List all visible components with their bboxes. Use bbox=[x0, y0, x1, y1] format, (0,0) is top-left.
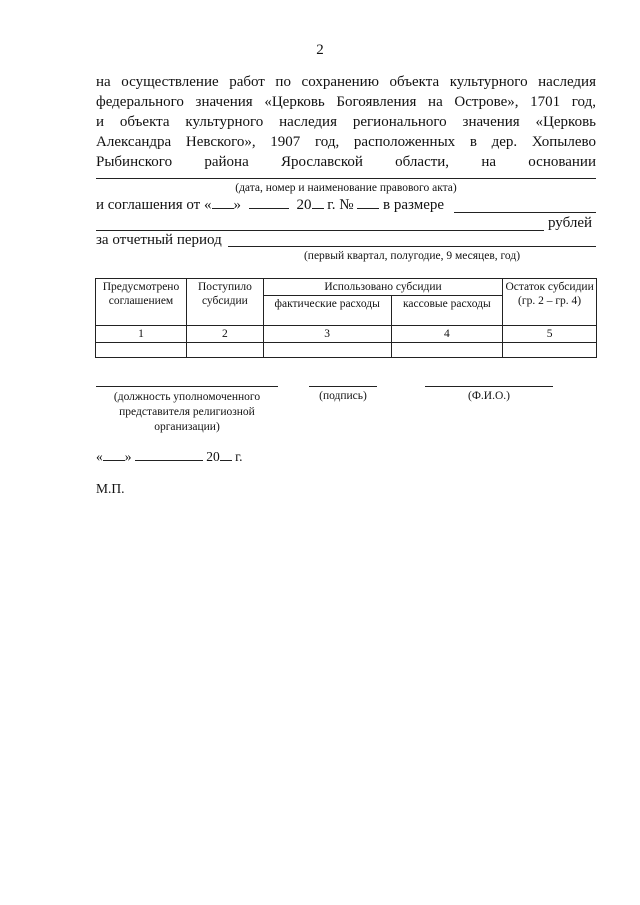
amount-words-field[interactable] bbox=[96, 230, 544, 231]
name-field[interactable] bbox=[425, 386, 553, 387]
name-caption: (Ф.И.О.) bbox=[468, 390, 510, 402]
stamp-place: М.П. bbox=[96, 481, 125, 496]
legal-act-field[interactable] bbox=[96, 178, 596, 179]
paragraph-line: и объекта культурного наследия регионального значения «Церковь bbox=[96, 114, 596, 130]
amount-field[interactable] bbox=[454, 212, 596, 213]
period-field[interactable] bbox=[228, 246, 596, 247]
header-used: Использовано субсидии bbox=[263, 279, 502, 296]
rubles-label: рублей bbox=[548, 215, 593, 231]
column-number: 2 bbox=[186, 326, 263, 343]
agreement-day-field[interactable] bbox=[212, 208, 234, 209]
header-cash: кассовые расходы bbox=[391, 296, 503, 326]
column-number: 3 bbox=[263, 326, 391, 343]
header-provided: Предусмотрено соглашением bbox=[96, 279, 187, 326]
subsidy-table bbox=[95, 278, 597, 358]
date-year-prefix: 20 bbox=[206, 449, 220, 464]
agreement-prefix: и соглашения от « bbox=[96, 197, 212, 213]
paragraph-line: федерального значения «Церковь Богоявления на Острове», 1701 год, bbox=[96, 94, 596, 110]
amount-label: в размере bbox=[383, 197, 445, 213]
header-actual: фактические расходы bbox=[263, 296, 391, 326]
period-caption: (первый квартал, полугодие, 9 месяцев, год) bbox=[303, 250, 521, 262]
paragraph-line: Александра Невского», 1907 год, расположенных в дер. Хопылево bbox=[96, 134, 596, 150]
date-month-field[interactable] bbox=[135, 460, 203, 461]
page-number: 2 bbox=[316, 42, 324, 58]
cell-actual[interactable] bbox=[263, 343, 391, 358]
main-paragraph bbox=[96, 72, 596, 172]
paragraph-line: на осуществление работ по сохранению объекта культурного наследия bbox=[96, 74, 596, 90]
agreement-number-field[interactable] bbox=[357, 208, 379, 209]
agreement-year-prefix: 20 bbox=[296, 197, 312, 213]
legal-act-caption: (дата, номер и наименование правового акта) bbox=[235, 182, 457, 194]
position-field[interactable] bbox=[96, 386, 278, 387]
period-label: за отчетный период bbox=[96, 232, 222, 248]
agreement-month-field[interactable] bbox=[249, 208, 289, 209]
position-caption: (должность уполномоченного представителя религиозной организации) bbox=[113, 391, 261, 433]
agreement-quote: » bbox=[233, 197, 241, 213]
date-year-field[interactable] bbox=[220, 460, 232, 461]
table-row bbox=[96, 343, 597, 358]
date-g: г. bbox=[235, 449, 243, 464]
column-number: 4 bbox=[391, 326, 503, 343]
date-quote-close: » bbox=[124, 449, 132, 464]
agreement-number-label: г. № bbox=[327, 197, 354, 213]
cell-received[interactable] bbox=[186, 343, 263, 358]
cell-remainder[interactable] bbox=[503, 343, 597, 358]
header-remainder: Остаток субсидии (гр. 2 – гр. 4) bbox=[503, 279, 597, 326]
date-line bbox=[96, 449, 243, 465]
agreement-line bbox=[96, 197, 444, 214]
column-number: 5 bbox=[503, 326, 597, 343]
cell-cash[interactable] bbox=[391, 343, 503, 358]
column-numbers-row bbox=[96, 326, 597, 343]
agreement-year-field[interactable] bbox=[312, 208, 324, 209]
signature-field[interactable] bbox=[309, 386, 377, 387]
cell-provided[interactable] bbox=[96, 343, 187, 358]
signature-caption: (подпись) bbox=[319, 390, 367, 402]
date-day-field[interactable] bbox=[103, 460, 125, 461]
paragraph-line: Рыбинского района Ярославской области, на основании bbox=[96, 154, 596, 170]
header-received: Поступило субсидии bbox=[186, 279, 263, 326]
date-quote-open: « bbox=[96, 449, 103, 464]
column-number: 1 bbox=[96, 326, 187, 343]
